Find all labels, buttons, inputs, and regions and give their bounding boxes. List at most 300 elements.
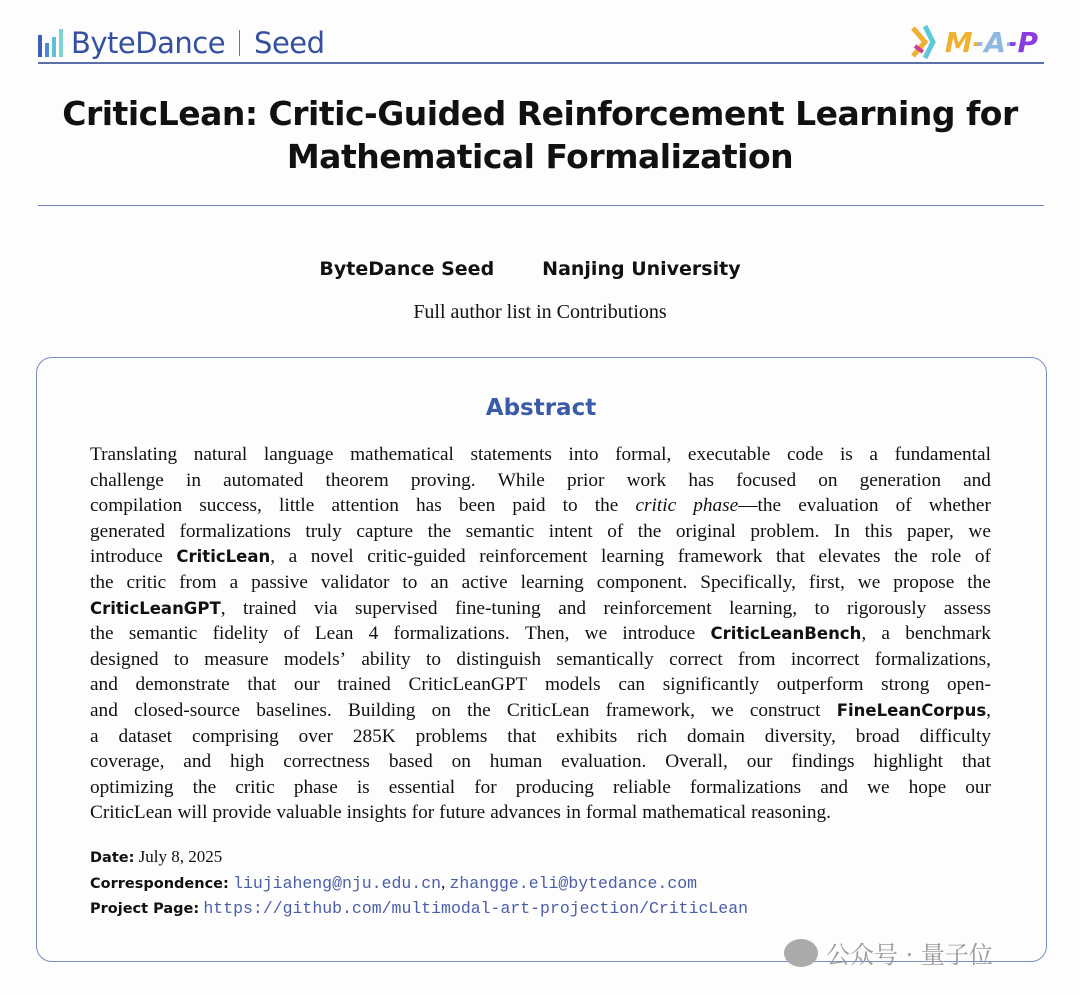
- text: benchmark: [905, 623, 991, 645]
- abstract-line: [90, 468, 991, 494]
- bytedance-seed-logo: [38, 26, 325, 60]
- abstract-word: [894, 544, 918, 570]
- text: executable: [687, 444, 771, 465]
- text: In: [834, 520, 851, 542]
- abstract-word: [134, 698, 240, 724]
- abstract-word: [776, 544, 805, 570]
- date-row: [90, 847, 222, 867]
- abstract-word: [223, 468, 303, 494]
- abstract-word: [331, 493, 398, 519]
- text: strong: [881, 674, 930, 696]
- abstract-word: [251, 570, 308, 596]
- abstract-word: [474, 775, 496, 801]
- text: in: [565, 802, 581, 824]
- text: our: [965, 776, 991, 798]
- abstract-word: [858, 570, 880, 596]
- abstract-word: [963, 468, 991, 494]
- text: to: [426, 648, 441, 670]
- project-row: [90, 898, 748, 918]
- text: in: [185, 469, 201, 491]
- text: propose: [893, 571, 955, 593]
- text: critic: [126, 571, 167, 593]
- abstract-word: [521, 570, 584, 596]
- text: fine-tuning: [454, 597, 541, 619]
- text: optimizing: [90, 776, 174, 798]
- abstract-word: [676, 519, 736, 545]
- abstract-word: [230, 570, 239, 596]
- text: rich: [637, 725, 668, 747]
- abstract-word: [90, 698, 118, 724]
- logo-divider: [239, 30, 240, 56]
- watermark: [784, 935, 993, 970]
- abstract-line: [90, 596, 991, 622]
- text: formalizations,: [874, 648, 991, 670]
- text: exhibits: [556, 725, 618, 747]
- abstract-word: [909, 775, 946, 801]
- abstract-word: [847, 596, 926, 622]
- text: semantic: [465, 520, 535, 542]
- abstract-word: [279, 493, 314, 519]
- text: to: [173, 648, 189, 670]
- abstract-word: [183, 749, 211, 775]
- text: distinguish: [456, 648, 541, 670]
- authors-note: Full author list in Contributions: [413, 301, 667, 323]
- text: we: [711, 699, 734, 721]
- text: learning,: [729, 597, 798, 619]
- text: producing: [515, 776, 594, 798]
- abstract-word: [90, 672, 118, 698]
- abstract-word: [920, 724, 991, 750]
- abstract-word: [607, 519, 623, 545]
- text: a: [229, 571, 239, 593]
- abstract-word: [284, 621, 300, 647]
- text: on: [451, 751, 471, 773]
- abstract-word: [700, 570, 796, 596]
- text: rigorously: [847, 597, 927, 619]
- abstract-word: [777, 672, 864, 698]
- abstract-word: [283, 749, 370, 775]
- text: insights: [346, 802, 407, 824]
- text: CriticLean: [506, 699, 590, 721]
- abstract-word: [856, 724, 900, 750]
- text: passive: [251, 571, 308, 593]
- abstract-word: [243, 596, 297, 622]
- text: formal: [585, 802, 638, 824]
- italic-term: phase: [693, 495, 739, 517]
- abstract-word: [194, 442, 248, 468]
- text: based: [388, 751, 433, 773]
- text: fundamental: [894, 444, 991, 465]
- text: valuable: [276, 802, 342, 824]
- text: paid: [512, 495, 546, 517]
- text: supervised: [355, 597, 438, 619]
- abstract-word: [357, 775, 370, 801]
- text: the: [90, 623, 114, 645]
- text: future: [439, 802, 486, 824]
- abstract-word: [563, 493, 578, 519]
- text: significantly: [662, 674, 760, 696]
- abstract-word: [929, 493, 991, 519]
- abstract-word: [337, 672, 391, 698]
- abstract-word: [389, 749, 433, 775]
- text: and: [558, 597, 586, 619]
- wechat-icon: [784, 939, 818, 967]
- italic-term: critic: [635, 495, 677, 517]
- text: ,: [270, 546, 276, 568]
- text: 285K: [352, 725, 396, 747]
- text: is: [839, 444, 853, 465]
- abstract-word: [765, 724, 836, 750]
- text: models: [544, 674, 601, 696]
- abstract-word: [549, 519, 593, 545]
- email-link[interactable]: liujiaheng@nju.edu.cn: [233, 874, 441, 893]
- abstract-word: [556, 647, 653, 673]
- abstract-word: [818, 468, 837, 494]
- abstract-word: [896, 493, 912, 519]
- abstract-word: [212, 800, 271, 826]
- text: formal,: [615, 444, 672, 465]
- abstract-word: [606, 698, 695, 724]
- text: high: [230, 751, 265, 773]
- text: of: [283, 623, 300, 645]
- text: broad: [855, 725, 900, 747]
- text: difficulty: [919, 725, 991, 747]
- text: problems: [415, 725, 488, 747]
- abstract-word: [118, 724, 172, 750]
- abstract-word: [356, 519, 413, 545]
- text: the: [594, 495, 619, 517]
- abstract-line: [90, 442, 991, 468]
- title-line: Mathematical Formalization: [286, 137, 794, 176]
- abstract-word: [348, 698, 416, 724]
- text: essential: [388, 776, 456, 798]
- abstract-word: [235, 775, 275, 801]
- text: formalizations: [689, 776, 802, 798]
- abstract-word: [561, 749, 646, 775]
- abstract-word: [627, 468, 667, 494]
- abstract-word: [613, 775, 671, 801]
- text: elevates: [818, 546, 881, 568]
- abstract-word: [615, 442, 671, 468]
- project-link[interactable]: https://github.com/multimodal-art-projection/CriticLean: [203, 899, 748, 918]
- email-link[interactable]: zhangge.eli@bytedance.com: [449, 874, 698, 893]
- text: ,: [220, 597, 226, 619]
- abstract-word: [931, 544, 961, 570]
- text: on: [431, 699, 451, 721]
- affiliation: ByteDance Seed: [319, 258, 495, 280]
- text: that: [961, 751, 991, 773]
- text: code: [786, 444, 824, 465]
- text: from: [179, 571, 217, 593]
- bytedance-text: ByteDance: [71, 26, 226, 60]
- text: framework,: [605, 699, 695, 721]
- text: active: [461, 571, 508, 593]
- text: reliable: [612, 776, 671, 798]
- text: attention: [331, 495, 399, 517]
- text: While: [497, 469, 545, 491]
- abstract-word: [690, 775, 801, 801]
- abstract-word: [665, 749, 728, 775]
- text: paper,: [907, 520, 954, 542]
- abstract-line: [90, 698, 991, 724]
- abstract-word: [174, 647, 189, 673]
- abstract-word: [321, 570, 390, 596]
- abstract-word: [688, 442, 770, 468]
- abstract-word: [834, 519, 850, 545]
- text: component.: [596, 571, 688, 593]
- abstract-word: [350, 442, 454, 468]
- abstract-word: [314, 596, 338, 622]
- abstract-word: [710, 621, 866, 647]
- abstract-word: [90, 544, 163, 570]
- abstract-word: [512, 493, 545, 519]
- text: that: [247, 674, 277, 696]
- abstract-word: [840, 442, 853, 468]
- abstract-word: [455, 596, 541, 622]
- text: problem.: [750, 520, 820, 542]
- abstract-word: [466, 519, 535, 545]
- text: for: [411, 802, 435, 824]
- text: over: [298, 725, 333, 747]
- affiliations: [0, 258, 1080, 280]
- abstract-line: [90, 724, 991, 750]
- abstract-word: [818, 544, 880, 570]
- abstract-word: [798, 493, 878, 519]
- text: Specifically,: [700, 571, 796, 593]
- abstract-word: [962, 749, 991, 775]
- text: critic-guided: [367, 546, 466, 568]
- abstract-line: [90, 672, 991, 698]
- text: that: [507, 725, 537, 747]
- text: role: [931, 546, 962, 568]
- bold-term: CriticLeanGPT: [90, 598, 221, 618]
- text: theorem: [325, 469, 389, 491]
- text: mathematical: [350, 444, 454, 465]
- abstract-word: [432, 698, 451, 724]
- text: domain: [687, 725, 745, 747]
- text: advances: [490, 802, 561, 824]
- abstract-word: [642, 800, 746, 826]
- abstract-word: [177, 800, 207, 826]
- abstract-line: [90, 519, 991, 545]
- abstract-word: [90, 596, 226, 622]
- text: for: [474, 776, 497, 798]
- abstract-word: [90, 493, 182, 519]
- abstract-word: [597, 570, 688, 596]
- text: framework: [677, 546, 763, 568]
- abstract-word: [873, 749, 943, 775]
- abstract-word: [299, 724, 333, 750]
- abstract-word: [186, 468, 201, 494]
- abstract-word: [90, 800, 172, 826]
- text: reinforcement: [479, 546, 588, 568]
- abstract-word: [467, 698, 491, 724]
- abstract-word: [967, 570, 991, 596]
- text: assess: [943, 597, 991, 619]
- abstract-word: [965, 775, 991, 801]
- abstract-word: [90, 468, 164, 494]
- abstract-word: [711, 698, 733, 724]
- text: Translating: [90, 444, 178, 465]
- text: highlight: [873, 751, 944, 773]
- abstract-word: [566, 800, 581, 826]
- text: introduce: [622, 623, 696, 645]
- abstract-word: [276, 800, 341, 826]
- text: critic: [235, 776, 275, 798]
- abstract-word: [416, 493, 442, 519]
- abstract-word: [905, 621, 991, 647]
- abstract-word: [907, 519, 954, 545]
- text: has: [416, 495, 442, 517]
- abstract-word: [402, 570, 417, 596]
- text: formalizations.: [393, 623, 510, 645]
- abstract-word: [688, 468, 714, 494]
- text: original: [675, 520, 736, 542]
- text: little: [278, 495, 315, 517]
- abstract-word: [426, 647, 441, 673]
- map-text: M-A-P: [944, 25, 1038, 59]
- text: findings: [791, 751, 855, 773]
- abstract-line: [90, 749, 991, 775]
- abstract-word: [809, 570, 845, 596]
- text: proving.: [410, 469, 476, 491]
- abstract-word: [635, 493, 676, 519]
- abstract-word: [815, 596, 830, 622]
- abstract-word: [603, 596, 711, 622]
- text: evaluation.: [561, 751, 647, 773]
- abstract-word: [678, 544, 763, 570]
- text: dataset: [118, 725, 173, 747]
- abstract-word: [490, 800, 561, 826]
- text: ,: [861, 623, 867, 645]
- correspondence-row: [90, 873, 697, 893]
- abstract-word: [787, 442, 823, 468]
- abstract-text: [90, 442, 991, 826]
- abstract-word: [750, 698, 821, 724]
- abstract-word: [430, 570, 448, 596]
- abstract-word: [90, 749, 164, 775]
- abstract-word: [601, 544, 664, 570]
- abstract-word: [729, 596, 797, 622]
- text: fidelity: [212, 623, 269, 645]
- abstract-word: [176, 544, 275, 570]
- abstract-word: [179, 519, 290, 545]
- text: focused: [736, 469, 797, 491]
- text: Overall,: [665, 751, 728, 773]
- text: we: [968, 520, 991, 542]
- bold-term: CriticLean: [176, 547, 271, 567]
- text: —the: [738, 495, 782, 517]
- text: semantic: [128, 623, 198, 645]
- text: prior: [566, 469, 605, 491]
- abstract-word: [412, 800, 434, 826]
- abstract-word: [736, 468, 796, 494]
- abstract-word: [127, 570, 167, 596]
- text: compilation: [90, 495, 183, 517]
- abstract-word: [459, 493, 495, 519]
- text: ,: [986, 699, 991, 721]
- text: this: [864, 520, 893, 542]
- abstract-word: [556, 724, 617, 750]
- text: to: [814, 597, 830, 619]
- text: and: [90, 674, 118, 696]
- abstract-word: [394, 621, 510, 647]
- text: ability: [361, 648, 411, 670]
- abstract-word: [90, 647, 159, 673]
- abstract-word: [751, 800, 831, 826]
- abstract-word: [355, 596, 437, 622]
- text: construct: [749, 699, 821, 721]
- project-label: Project Page:: [90, 901, 200, 917]
- text: is: [356, 776, 370, 798]
- text: the: [192, 776, 217, 798]
- abstract-word: [507, 724, 536, 750]
- text: open-: [946, 674, 991, 696]
- abstract-word: [135, 672, 229, 698]
- text: will: [177, 802, 208, 824]
- abstract-word: [428, 519, 452, 545]
- abstract-word: [663, 672, 759, 698]
- abstract-word: [247, 672, 276, 698]
- text: has: [688, 469, 715, 491]
- text: the: [967, 571, 991, 593]
- abstract-word: [947, 672, 991, 698]
- abstract-word: [284, 647, 346, 673]
- abstract-word: [525, 621, 569, 647]
- text: the: [894, 546, 918, 568]
- text: via: [314, 597, 338, 619]
- abstract-word: [90, 724, 99, 750]
- text: hope: [908, 776, 947, 798]
- text: demonstrate: [135, 674, 230, 696]
- text: success,: [199, 495, 262, 517]
- abstract-word: [347, 800, 407, 826]
- abstract-word: [869, 442, 878, 468]
- abstract-word: [687, 724, 745, 750]
- text: trained: [337, 674, 391, 696]
- separator: ,: [441, 873, 450, 892]
- abstract-word: [820, 775, 848, 801]
- abstract-word: [968, 519, 990, 545]
- abstract-word: [462, 570, 508, 596]
- text: phase: [293, 776, 338, 798]
- abstract-word: [90, 519, 165, 545]
- abstract-word: [567, 468, 604, 494]
- text: reinforcement: [603, 597, 712, 619]
- seed-text: Seed: [254, 26, 325, 60]
- text: from: [738, 648, 776, 670]
- text: provide: [212, 802, 272, 824]
- paper-title: [0, 92, 1080, 178]
- text: learning: [520, 571, 584, 593]
- text: that: [775, 546, 805, 568]
- abstract-word: [791, 647, 860, 673]
- affiliation: Nanjing University: [542, 258, 741, 280]
- text: evaluation: [798, 495, 879, 517]
- map-logo: [909, 24, 1038, 60]
- abstract-line: [90, 621, 991, 647]
- abstract-word: [791, 749, 854, 775]
- text: Lean: [314, 623, 354, 645]
- text: intent: [548, 520, 593, 542]
- abstract-word: [192, 724, 279, 750]
- abstract-word: [881, 621, 890, 647]
- text: the: [637, 520, 662, 542]
- abstract-word: [199, 493, 262, 519]
- text: human: [489, 751, 543, 773]
- abstract-word: [693, 493, 781, 519]
- text: measure: [204, 648, 269, 670]
